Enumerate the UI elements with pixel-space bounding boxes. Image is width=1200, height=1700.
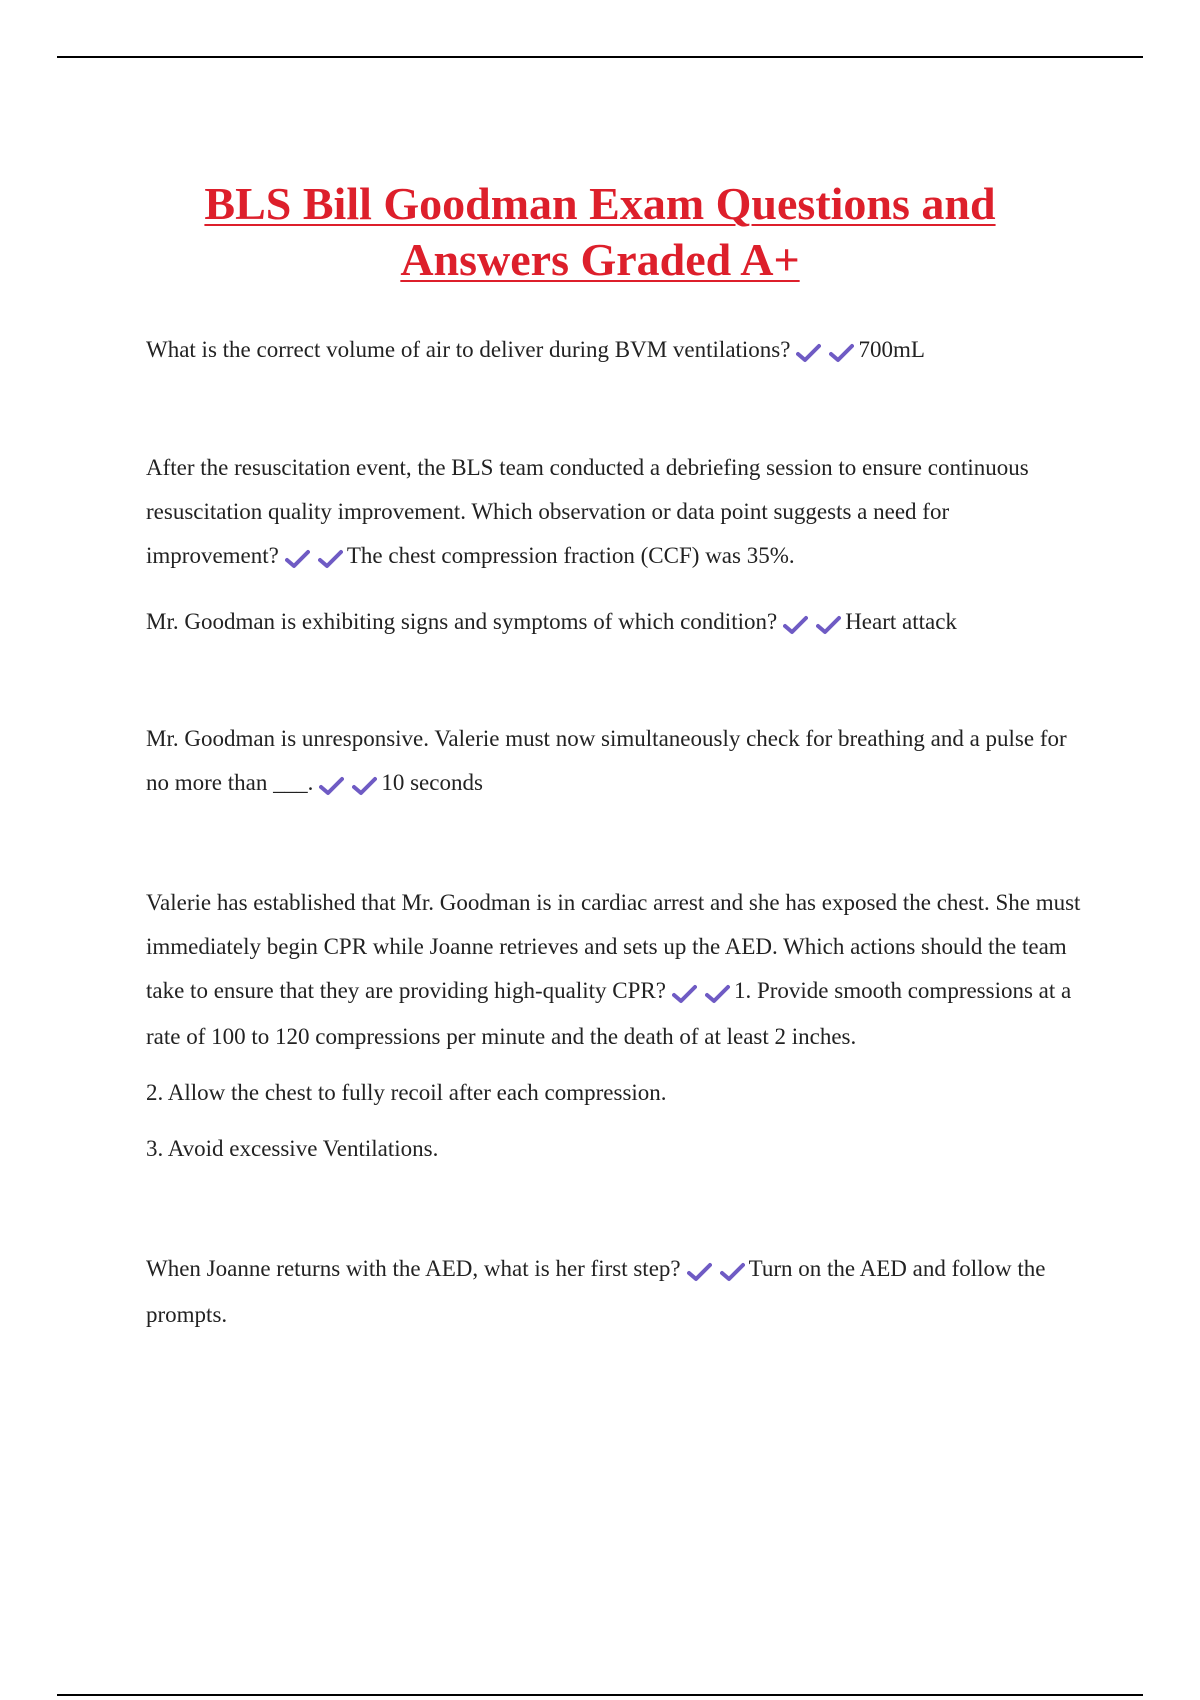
check-icon	[796, 343, 821, 363]
qa-paragraph	[146, 446, 1086, 580]
qa-item	[146, 446, 1086, 580]
qa-paragraph	[146, 1247, 1086, 1337]
check-icon	[816, 615, 841, 635]
qa-paragraph	[146, 881, 1086, 1059]
document-title	[150, 176, 1050, 288]
answer-text: 1. Provide smooth compressions at a rate of 100 to 120 compressions per minute and the death of at least 2 inches.	[146, 978, 1072, 1049]
answer-marker	[796, 330, 856, 374]
qa-item	[146, 717, 1086, 807]
qa-item	[146, 881, 1086, 1171]
answer-text: The chest compression fraction (CCF) was 35%.	[346, 543, 795, 568]
answer-marker	[319, 763, 379, 807]
qa-paragraph	[146, 328, 1086, 374]
title-line-2: Answers Graded A+	[400, 233, 800, 285]
check-icon	[783, 615, 808, 635]
answer-marker	[783, 602, 843, 646]
check-icon	[829, 343, 854, 363]
qa-item	[146, 600, 1086, 646]
check-icon	[285, 549, 310, 569]
question-text: Mr. Goodman is unresponsive. Valerie must now simultaneously check for breathing and a pulse for no more than ___.	[146, 726, 1067, 795]
title-line-1: BLS Bill Goodman Exam Questions and	[204, 177, 996, 229]
answer-text: 10 seconds	[381, 770, 483, 795]
question-text: After the resuscitation event, the BLS team conducted a debriefing session to ensure continuous resuscitation quality improvement. Which observation or data point suggests a need for improvement?	[146, 455, 1029, 568]
check-icon	[319, 776, 344, 796]
answer-marker	[672, 971, 732, 1015]
check-icon	[705, 984, 730, 1004]
qa-item	[146, 1247, 1086, 1337]
answer-continuation: 3. Avoid excessive Ventilations.	[146, 1135, 439, 1161]
check-icon	[352, 776, 377, 796]
check-icon	[318, 549, 343, 569]
top-divider	[57, 56, 1143, 58]
check-icon	[672, 984, 697, 1004]
bottom-divider	[57, 1694, 1143, 1696]
check-icon	[720, 1262, 745, 1282]
check-icon	[687, 1262, 712, 1282]
question-text: Mr. Goodman is exhibiting signs and symptoms of which condition?	[146, 609, 778, 634]
question-text: What is the correct volume of air to deliver during BVM ventilations?	[146, 337, 791, 362]
answer-text: Turn on the AED and follow the prompts.	[146, 1256, 1046, 1327]
answer-marker	[285, 536, 345, 580]
answer-text: Heart attack	[845, 609, 957, 634]
qa-paragraph	[146, 600, 1086, 646]
answer-text: 700mL	[858, 337, 925, 362]
question-text: When Joanne returns with the AED, what is her first step?	[146, 1256, 681, 1281]
qa-paragraph	[146, 717, 1086, 807]
answer-marker	[687, 1249, 747, 1293]
answer-continuation: 2. Allow the chest to fully recoil after each compression.	[146, 1079, 667, 1105]
question-text: Valerie has established that Mr. Goodman is in cardiac arrest and she has exposed the chest. She must immediately begin CPR while Joanne retrieves and sets up the AED. Which actions should the team take to ensure that they are providing high-quality CPR?	[146, 890, 1081, 1003]
qa-item	[146, 328, 1086, 374]
